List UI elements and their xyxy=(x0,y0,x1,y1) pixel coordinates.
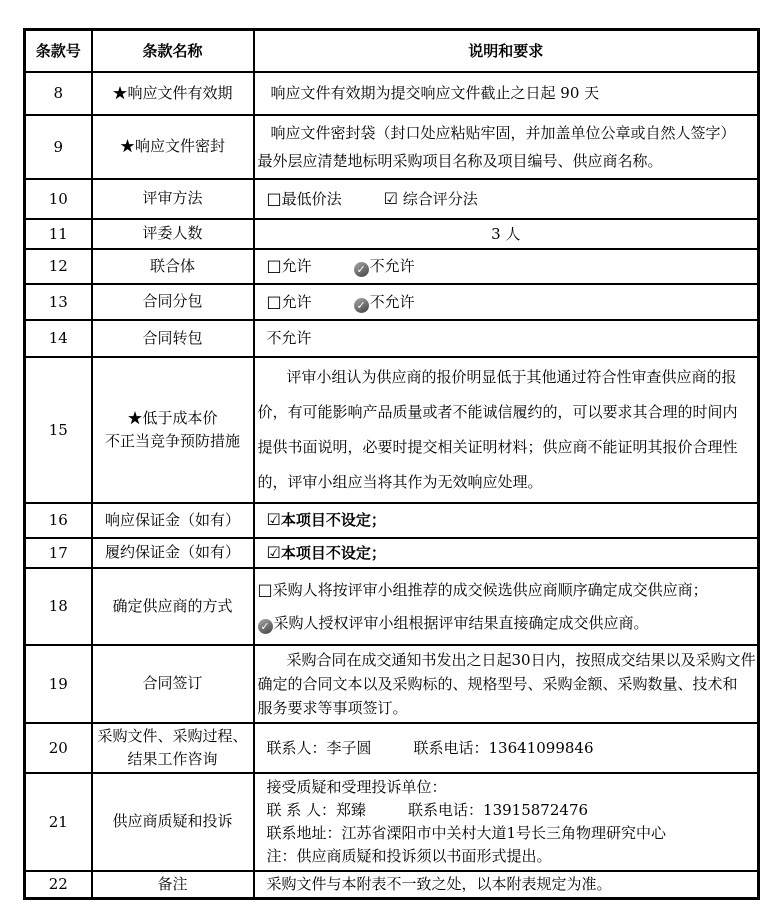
clause-name-text: 不正当竞争预防措施 xyxy=(104,431,240,450)
clause-name-text: 采购文件、采购过程、 xyxy=(97,726,248,745)
clause-name-text: 备注 xyxy=(157,874,188,893)
text-segment: 服务要求等事项签订。 xyxy=(257,698,408,717)
clause-number-cell: 22 xyxy=(25,871,92,899)
text-segment: 3 人 xyxy=(491,224,521,243)
desc-line xyxy=(257,776,756,799)
clause-desc-cell xyxy=(254,871,759,899)
desc-line xyxy=(257,874,756,894)
text-segment: 联系电话：13915872476 xyxy=(408,800,589,819)
clause-number-cell: 19 xyxy=(25,645,92,723)
checkbox-unchecked-icon: □ xyxy=(257,579,273,599)
text-segment: 允许 xyxy=(281,292,312,311)
check-gray-icon: ✓ xyxy=(258,619,273,634)
clause-desc-cell xyxy=(254,320,759,357)
table-row xyxy=(25,249,759,284)
clause-name-text: 联合体 xyxy=(149,256,195,275)
text-segment: 本项目不设定； xyxy=(280,543,386,562)
clause-name-cell xyxy=(92,249,254,284)
clause-desc-cell xyxy=(254,357,759,503)
text-segment: 不允许 xyxy=(266,329,312,347)
text-segment: 联系人：李子圆 xyxy=(266,738,372,757)
checkbox-unchecked-icon: □ xyxy=(266,291,282,311)
desc-line xyxy=(257,573,756,607)
clause-name-cell xyxy=(92,871,254,899)
text-segment: 最外层应清楚地标明采购项目名称及项目编号、供应商名称。 xyxy=(257,151,663,170)
text-segment: 响应文件密封袋（封口处应粘贴牢固，并加盖单位公章或自然人签字） xyxy=(270,123,736,142)
desc-line xyxy=(257,607,756,640)
table-row xyxy=(25,357,759,503)
clause-desc-cell xyxy=(254,645,759,723)
table-row xyxy=(25,538,759,568)
text-segment: 本项目不设定； xyxy=(280,511,386,529)
clause-name-cell xyxy=(92,179,254,219)
clause-desc-cell xyxy=(254,179,759,219)
text-segment: 最低价法 xyxy=(281,189,342,208)
clause-name-text: 结果工作咨询 xyxy=(127,749,218,768)
desc-line xyxy=(257,326,756,350)
text-segment: 的，评审小组应当将其作为无效响应处理。 xyxy=(257,472,543,491)
desc-line xyxy=(257,430,756,465)
terms-table-body xyxy=(25,72,759,899)
clause-name-cell xyxy=(92,219,254,249)
checkbox-unchecked-icon: □ xyxy=(266,256,282,275)
text-segment: 价，有可能影响产品质量或者不能诚信履约的，可以要求其合理的时间内 xyxy=(257,402,738,421)
desc-line xyxy=(257,541,756,565)
clause-name-text: 响应保证金（如有） xyxy=(104,510,240,529)
clause-name-cell xyxy=(92,284,254,320)
text-segment: 允许 xyxy=(281,257,312,275)
clause-name-text: ★响应文件有效期 xyxy=(112,83,233,102)
clause-number-cell: 14 xyxy=(25,320,92,357)
clause-name-cell xyxy=(92,503,254,538)
table-row xyxy=(25,773,759,871)
table-header-row xyxy=(25,30,759,72)
table-row xyxy=(25,284,759,320)
text-segment: 采购人将按评审小组推荐的成交候选供应商顺序确定成交供应商； xyxy=(272,580,708,599)
table-row xyxy=(25,320,759,357)
checkbox-checked-icon: ☑ xyxy=(266,510,281,529)
text-segment: 联系电话：13641099846 xyxy=(413,738,594,757)
text-segment: 采购人授权评审小组根据评审结果直接确定成交供应商。 xyxy=(273,613,649,632)
check-gray-icon: ✓ xyxy=(354,262,369,277)
desc-line xyxy=(257,465,756,500)
text-segment: 综合评分法 xyxy=(397,189,478,208)
desc-line xyxy=(257,696,756,720)
desc-line xyxy=(257,648,756,672)
clause-desc-cell xyxy=(254,284,759,320)
table-row xyxy=(25,871,759,899)
desc-line xyxy=(257,187,756,211)
table-row xyxy=(25,645,759,723)
table-row xyxy=(25,219,759,249)
desc-line xyxy=(257,81,756,105)
clause-name-cell xyxy=(92,538,254,568)
clause-number-cell: 15 xyxy=(25,357,92,503)
text-segment: 接受质疑和受理投诉单位： xyxy=(266,777,447,796)
text-segment: 联系地址：江苏省溧阳市中关村大道1号长三角物理研究中心 xyxy=(266,823,667,842)
checkbox-checked-icon: ☑ xyxy=(383,188,398,208)
text-segment: 注：供应商质疑和投诉须以书面形式提出。 xyxy=(266,846,552,865)
clause-name-text: 评委人数 xyxy=(142,224,203,242)
clause-number-cell: 16 xyxy=(25,503,92,538)
clause-desc-cell xyxy=(254,568,759,645)
clause-name-cell xyxy=(92,357,254,503)
clause-desc-cell xyxy=(254,72,759,115)
terms-table xyxy=(23,28,760,900)
clause-name-text: 合同签订 xyxy=(142,674,203,692)
column-header-description: 说明和要求 xyxy=(254,30,759,72)
clause-number-cell: 21 xyxy=(25,773,92,871)
clause-name-text: 合同分包 xyxy=(142,292,203,310)
clause-number-cell: 11 xyxy=(25,219,92,249)
desc-line xyxy=(257,360,756,395)
desc-line xyxy=(257,799,756,822)
text-segment: 确定的合同文本以及采购标的、规格型号、采购金额、采购数量、技术和 xyxy=(257,674,738,693)
clause-number-cell: 10 xyxy=(25,179,92,219)
clause-number-cell: 9 xyxy=(25,115,92,179)
desc-line xyxy=(257,508,756,532)
clause-desc-cell xyxy=(254,249,759,284)
clause-desc-cell xyxy=(254,115,759,179)
clause-desc-cell xyxy=(254,219,759,249)
text-segment: 不允许 xyxy=(369,292,415,311)
clause-name-cell xyxy=(92,645,254,723)
text-segment: 提供书面说明，必要时提交相关证明材料；供应商不能证明其报价合理性 xyxy=(257,437,738,456)
desc-line xyxy=(257,822,756,845)
text-segment: 响应文件有效期为提交响应文件截止之日起 90 天 xyxy=(270,84,600,102)
clause-name-cell xyxy=(92,773,254,871)
clause-name-cell xyxy=(92,115,254,179)
clause-name-cell xyxy=(92,320,254,357)
desc-line xyxy=(257,395,756,430)
clause-number-cell: 20 xyxy=(25,723,92,773)
table-row xyxy=(25,568,759,645)
check-gray-icon: ✓ xyxy=(354,298,369,313)
desc-line xyxy=(257,222,756,246)
text-segment: 采购合同在成交通知书发出之日起30日内，按照成交结果以及采购文件 xyxy=(286,650,756,669)
clause-name-cell xyxy=(92,568,254,645)
clause-name-text: 评审方法 xyxy=(142,189,203,207)
clause-desc-cell xyxy=(254,503,759,538)
clause-name-text: 供应商质疑和投诉 xyxy=(112,812,233,830)
desc-line xyxy=(257,119,756,147)
table-row xyxy=(25,72,759,115)
clause-number-cell: 12 xyxy=(25,249,92,284)
clause-number-cell: 13 xyxy=(25,284,92,320)
desc-line xyxy=(257,147,756,175)
column-header-clause-name: 条款名称 xyxy=(92,30,254,72)
clause-name-text: 合同转包 xyxy=(142,328,203,347)
desc-line xyxy=(257,254,756,278)
text-segment: 不允许 xyxy=(369,257,415,275)
clause-name-text: 确定供应商的方式 xyxy=(112,596,233,615)
clause-desc-cell xyxy=(254,723,759,773)
checkbox-checked-icon: ☑ xyxy=(266,542,281,562)
clause-number-cell: 17 xyxy=(25,538,92,568)
clause-name-text: 履约保证金（如有） xyxy=(104,543,240,561)
desc-line xyxy=(257,290,756,314)
table-row xyxy=(25,179,759,219)
clause-name-cell xyxy=(92,72,254,115)
clause-name-text: ★低于成本价 xyxy=(127,408,218,427)
clause-name-cell xyxy=(92,723,254,773)
table-row xyxy=(25,503,759,538)
desc-line xyxy=(257,736,756,760)
table-row xyxy=(25,115,759,179)
clause-name-text: ★响应文件密封 xyxy=(119,137,225,155)
checkbox-unchecked-icon: □ xyxy=(266,188,282,208)
clause-number-cell: 18 xyxy=(25,568,92,645)
clause-desc-cell xyxy=(254,773,759,871)
clause-number-cell: 8 xyxy=(25,72,92,115)
text-segment: 采购文件与本附表不一致之处，以本附表规定为准。 xyxy=(266,875,612,893)
table-row xyxy=(25,723,759,773)
column-header-clause-number: 条款号 xyxy=(25,30,92,72)
desc-line xyxy=(257,672,756,696)
text-segment: 评审小组认为供应商的报价明显低于其他通过符合性审查供应商的报 xyxy=(286,367,737,386)
clause-desc-cell xyxy=(254,538,759,568)
text-segment: 联 系 人：郑臻 xyxy=(266,800,367,819)
desc-line xyxy=(257,845,756,868)
